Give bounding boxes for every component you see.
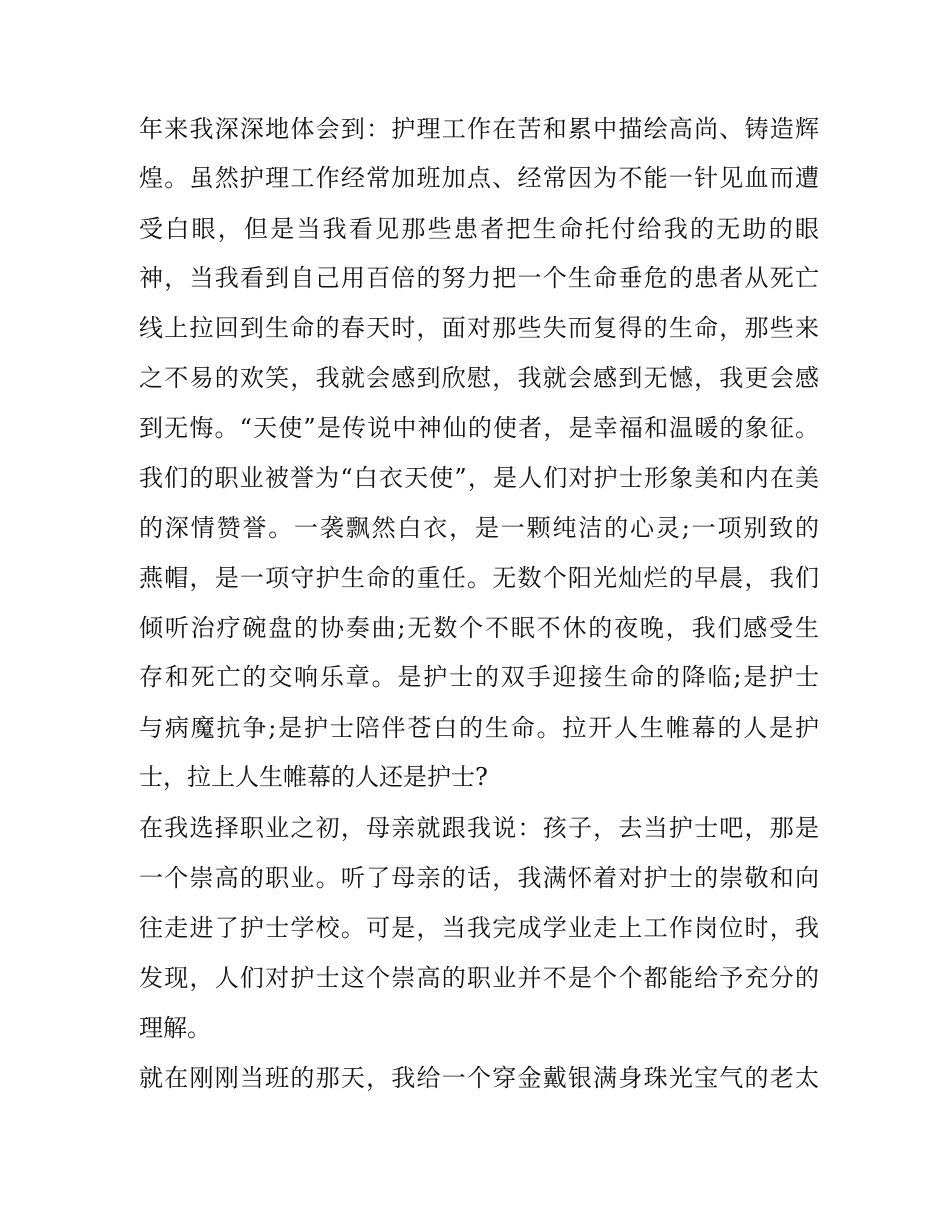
text-line: 的深情赞誉。一袭飘然白衣，是一颗纯洁的心灵;一项别致的 [139,514,819,542]
text-line: 发现，人们对护士这个崇高的职业并不是个个都能给予充分的 [139,964,819,992]
text-line: 之不易的欢笑，我就会感到欣慰，我就会感到无憾，我更会感 [139,364,819,392]
text-line: 燕帽，是一项守护生命的重任。无数个阳光灿烂的早晨，我们 [139,564,819,592]
text-line: 到无悔。“天使”是传说中神仙的使者，是幸福和温暖的象征。 [139,414,819,442]
text-line: 士，拉上人生帷幕的人还是护士? [139,763,488,791]
text-line: 与病魔抗争;是护士陪伴苍白的生命。拉开人生帷幕的人是护 [139,714,819,742]
text-line: 年来我深深地体会到：护理工作在苦和累中描绘高尚、铸造辉 [139,115,819,143]
text-line: 受白眼，但是当我看见那些患者把生命托付给我的无助的眼 [139,215,819,243]
text-line: 往走进了护士学校。可是，当我完成学业走上工作岗位时，我 [139,914,819,942]
text-line: 神，当我看到自己用百倍的努力把一个生命垂危的患者从死亡 [139,264,819,292]
text-line: 理解。 [139,1014,211,1042]
text-line: 一个崇高的职业。听了母亲的话，我满怀着对护士的崇敬和向 [139,864,819,892]
text-line: 我们的职业被誉为“白衣天使”，是人们对护士形象美和内在美 [139,464,819,492]
text-line: 线上拉回到生命的春天时，面对那些失而复得的生命，那些来 [139,314,819,342]
text-line: 倾听治疗碗盘的协奏曲;无数个不眠不休的夜晚，我们感受生 [139,614,819,642]
text-line: 存和死亡的交响乐章。是护士的双手迎接生命的降临;是护士 [139,663,819,691]
text-line: 就在刚刚当班的那天，我给一个穿金戴银满身珠光宝气的老太 [139,1064,819,1092]
text-line: 在我选择职业之初，母亲就跟我说：孩子，去当护士吧，那是 [139,814,819,842]
text-line: 煌。虽然护理工作经常加班加点、经常因为不能一针见血而遭 [139,164,819,192]
